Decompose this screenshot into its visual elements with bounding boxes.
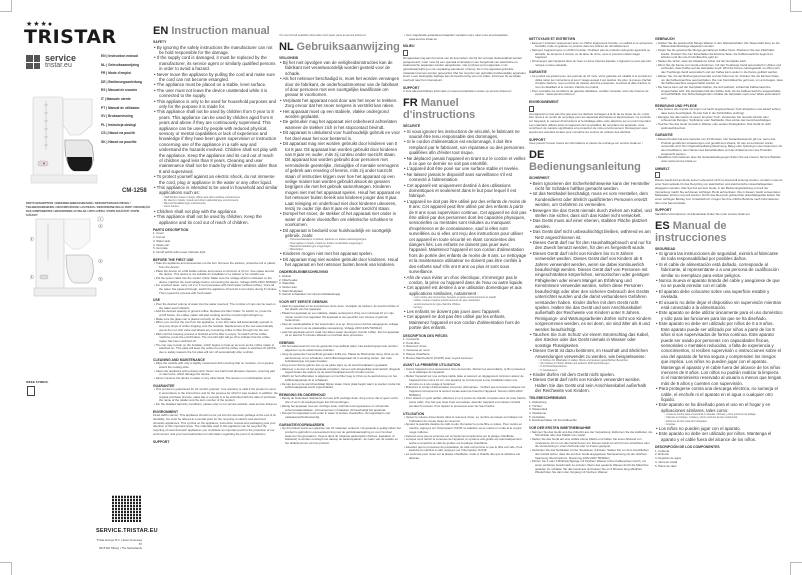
application-item: ○ In Küchen für Mitarbeiter in Läden, Büros und anderen gewerblichen Bereichen. — [538, 358, 629, 362]
safety-item: • Dieses Gerät darf nicht von Kindern bis zu 8 Jahren verwendet werden. Dieses Gerät darf von Kindern ab 8 Jahren verwendet werden, wenn sie dabei kontinuierlich beaufsichtigt werden. Dieses Gerät darf von Personen mit eingeschränkten körperlichen, sensorischen oder geistigen Fähigkeiten oder einem Mangel an Erfahrung und Kenntnissen verwendet werden, sofern diese Personen beaufsichtigt oder über den sicheren Gebrauch des Geräts unterrichtet wurden und die damit verbundenen Gefahren verstanden haben. Kinder dürfen mit dem Gerät nicht spielen. Halten Sie das Gerät und sein Anschlusskabel außerhalb der Reichweite von Kindern unter 8 Jahren. Reinigungs- und Wartungsarbeiten dürfen nicht von Kindern vorgenommen werden, es sei denn, sie sind älter als 8 und werden beaufsichtigt. — [530, 250, 652, 332]
language-list — [101, 52, 142, 147]
language-item: EN | Instruction manual — [101, 54, 138, 58]
use-item: • Gießen Sie die gewünschte Menge Wasser in den Wasserbehälter. Die Tassenzahl kann an der Wasserstandsanzeige abgelesen werden. — [656, 40, 780, 49]
safety-item: • Als het netsnoer beschadigd is, moet het worden vervangen door de fabrikant, de onderhoudsmonteur van de fabrikant of door personen met een soortgelijke kwalificatie om gevaar te voorkomen. — [280, 76, 400, 98]
use-item: • Wait until the brewing process is finished and the filter is empty. To switch off the coffee machine, press the on/off button. The red pilot light will go off to indicate that the coffee maker has been switched off. — [154, 331, 270, 343]
support-text: Sämtliche Informationen und Ersatzteile finden Sie unter service.tristar.eu! — [655, 211, 750, 216]
before-item: • Put the power cable into the socket. (Note: Make sure the voltage which is indicated on the device matches the local voltage before connecting the device. Voltage 220V-240V 50/60Hz) — [154, 275, 278, 284]
heading-before-first-use: AVANT LA PREMIÈRE UTILISATION — [403, 363, 461, 368]
diagram-label-3: 3 — [30, 237, 33, 241]
safety-item: • Cet appareil ne doit pas être utilisé par les enfants. Maintenez l'appareil et son cordon d'alimentation hors de portée des enfants. — [404, 314, 520, 331]
language-item: ES | Manual de usuario — [101, 88, 138, 93]
section-title-nl: NL Gebruiksaanwijzing — [279, 40, 400, 53]
safety-item: • The user must not leave the device unattended while it is connected to the supply. — [154, 87, 268, 99]
support-text: U kunt alle beschikbare informatie en reserveonderdelen vinden op service.tristar.eu! — [403, 89, 512, 94]
heading-environment: ENVIRONMENT — [153, 409, 179, 414]
safety-item: • L'appareil ne doit pas être utilisé par des enfants de moins de 8 ans. Cet appareil peut être utilisé par des enfants à partir de 8 ans sous supervision continue. Cet appareil ne doit pas être utilisé par des personnes dont les capacités physiques, sensorielles ou mentales sont réduites ou manquant d'expérience et de connaissance, sauf si elles sont surveillées ou si elles ont reçu des instructions pour utiliser cet appareil en toute sécurité en étant conscientes des dangers liés. Les enfants ne doivent pas jouer avec l'appareil. Maintenez l'appareil et son cordon d'alimentation hors de portée des enfants de moins de 8 ans. Le nettoyage et la maintenance utilisateur ne doivent pas être confiés à des enfants sauf s'ils ont 8 ans ou plus et sont sous surveillance. — [404, 198, 527, 275]
heading-use: GEBRUIK — [279, 340, 295, 345]
weee-label: WEEE SYMBOL — [26, 380, 49, 384]
application-item: ○ Bed and breakfast type environments. — [162, 202, 207, 206]
application-item: ○ Personeelskeukens in winkels, kantoren en andere werkomgevingen. — [288, 238, 367, 242]
application-item: ○ Von Gästen in Hotels, Motels und anderen Wohneinrichtungen. — [538, 362, 611, 366]
heading-parts: DESCRIPCIÓN DE LOS COMPONENTES — [655, 445, 720, 450]
before-item: • Plaats het apparaat op een stabiele, vlakke ondergrond. Zorg voor minimaal 10 cm vrije ruimte rondom het apparaat. Dit apparaat is niet geschikt voor inbouw of gebruik buitenshuis. — [280, 311, 394, 323]
cleaning-item: • Never immerse the device in water or any other liquid. The device is not dishwasher proof. — [154, 376, 272, 381]
before-item: • Sortez l'appareil et les accessoires hors de la boîte. Retirez les autocollants, le film protecteur ou le plastique de l'appareil. — [404, 366, 526, 375]
environment-text: Dieses Gerät darf am Ende seiner Lebenszeit nicht im Hausmüll entsorgt werden, sondern muss an einer Sammelstelle für das Recycling von elektrischen und elektronischen Haushaltsgeräten abgegeben werden. Das Symbol auf dem Gerät, in der Bedienungsanleitung und auf der Verpackung macht Sie auf diesen wichtigen Punkt aufmerksam. Die in diesem Gerät verwendeten Materialien können recycelt werden. Durch das Recyceln gebrauchter Haushaltsgeräte leisten Sie einen wichtigen Beitrag zum Umweltschutz. Fragen Sie Ihre örtliche Behörde nach Informationen über eine Sammelstelle. — [655, 178, 783, 205]
application-item: ○ hôtels, motels et autres environnements de type résidentiel. — [412, 299, 481, 303]
environment-text: Dit apparaat mag aan het einde van de levensduur niet bij het normale huishoudafval worden gedeponeerd, maar moet bij een speciaal inzamelpunt voor hergebruik van elektrische en elektronische apparaten worden aangeboden. Het symbool op het apparaat, in de gebruiksaanwijzing en de verpakking attendeert u hierop. De in het apparaat gebruikte materialen kunnen worden gerecycled. Met het recyclen van gebruikte huishoudelijke apparaten levert u een belangrijke bijdrage aan de bescherming van ons milieu. Informeer bij uw lokale overheid naar het inzamelpunt. — [403, 55, 526, 83]
before-item: • Führen Sie 2 oder 3 Brühdurchgänge mit frischem Wasser (ohne Kaffeepulver) durch, um einen perfekten Geschmack zu erzielen. Wenn das gesamte Wasser durch die Maschine gelaufen ist, schalten Sie das Gerät aus und lassen Sie es 5 Minuten lang abkühlen. Wiederholen Sie dann den Vorgang mit frischem Wasser. — [530, 459, 649, 475]
use-item: • Stellen Sie sicher, dass die Glaskanne sicher auf der Heizplatte steht. — [656, 59, 747, 64]
safety-item: • The appliance must be placed on a stable, level surface. — [154, 82, 267, 88]
before-item: • Nehmen Sie das Gerät und das Zubehör aus der Verpackung. Entfernen Sie die Aufkleber, die Schutzfolie oder das Plastik vom Gerät. — [530, 429, 653, 438]
guarantee-item: • Detaillierte Informationen über die Garantiebedingungen finden Sie auf unserer Service-Website unter www.service.tristar.eu — [656, 155, 781, 164]
heading-cleaning: CLEANING AND MAINTENANCE — [153, 357, 205, 362]
safety-item: • This appliance shall not be used by children from 0 year to 8 years. This appliance can be used by children aged from 8 years and above if they are continuously supervised. This appliance can be used by people with reduced physical, sensory or mental capabilities or lack of experience and knowledge if they have been given supervision or instruction concerning use of the appliance in a safe way and understand the hazards involved. Children shall not play with the appliance. Keep the appliance and its cord out of reach of children aged less than 8 years. Cleaning and user maintenance shall not be made by children unless older than 8 and supervised. — [154, 109, 278, 174]
before-item: • Pour obtenir un goût parfait, effectuez 2 ou 3 cycles de chauffe complets avec de l'eau fraîche (sans café). Une fois que toute l'eau est passée, éteindre l'appareil et le laisser refroidir pendant 5 minutes. Puis répéter le processus avec de l'eau fraîche. — [404, 396, 526, 408]
safety-item: • Si ignora las instrucciones de seguridad, eximirá al fabricante de toda responsabilidad por posibles daños. — [656, 251, 779, 262]
brand-stars: ★★★● — [26, 21, 54, 28]
heading-safety: SAFETY — [153, 40, 167, 44]
heading-parts: DESCRIPTION DES PIÈCES — [403, 333, 448, 338]
qr-code[interactable] — [112, 495, 141, 522]
safety-item: • This appliance is intended to be used in household and similar applications such as: — [154, 185, 278, 196]
heading-environment: UMWELT — [655, 166, 670, 171]
heading-safety: SÉCURITÉ — [403, 124, 421, 129]
safety-item: • Dompel het snoer, de stekker of het apparaat niet onder in water of andere vloeistoffen om elektrische schokken te voorkomen. — [280, 211, 397, 228]
guarantee-item: • For the detailed warranty conditions, please refer to our service website: www.service.tristar.eu — [154, 402, 277, 407]
cleaning-item: • N'immergez pas l'appareil dans de l'eau ou dans d'autres liquides. L'appareil ne peut pas être nettoyé en lave-vaisselle. — [530, 59, 652, 67]
parts-caption: PARTS DESCRIPTION / ONDERDELENBESCHRIJVING / DESCRIPTION DES PIÈCES / TEILEBESCHREIBUNG / DESCRIPCIÓN DE LAS PIEZAS / DESCRIZIONE DELLE PARTI / DESCRIÇÃO DAS COMPONENTES / BESKRIVNING AV DELAR / OPIS CZĘŚCI / POPIS SOUČÁSTÍ / POPIS SÚČASTÍ — [26, 202, 151, 217]
use-item: • Warten Sie, bis der Brühvorgang beendet und der Filter leer ist. Drücken Sie die Ein/Aus-Taste, um die Kaffeemaschine auszuschalten. Die rote Kontrollleuchte geht aus, um anzuzeigen, dass die Kaffeemaschine ausgeschaltet worden ist. — [656, 73, 783, 86]
safety-item: • Ist das Netzkabel beschädigt, muss es vom Hersteller, dem Kundendienst oder ähnlich qualifizierten Personen ersetzt werden, um Gefahren zu vermeiden. — [530, 191, 648, 208]
safety-item: • Beim Ignorieren der Sicherheitshinweise kann der Hersteller nicht für Schäden haftbar gemacht werden. — [530, 180, 650, 191]
heading-use: GEBRAUCH — [655, 37, 675, 41]
heading-support: SUPPORT — [529, 137, 546, 142]
heading-before-first-use: BEFORE THE FIRST USE — [153, 257, 194, 262]
before-item: • For a perfect taste, carry out 2 or 3 cool processes with fresh water (without coffee). Once all the water has passed through, switch the appliance off and let it cool down during 5 minutes. Then repeat the process with fresh water. — [154, 283, 278, 295]
heading-support: SUPPORT — [655, 208, 672, 213]
application-item: ○ Granjas. — [664, 422, 676, 426]
safety-item: • Bij het niet opvolgen van de veiligheidsinstructies kan de fabrikant niet verantwoordelijk worden gesteld voor de schade. — [280, 60, 393, 76]
before-item: • Haal het apparaat en de accessoires uit de doos. Verwijder de stickers, de beschermfolie of het plastic van het apparaat. — [280, 303, 399, 312]
service-sub: tristar.eu — [45, 62, 72, 69]
safety-item: • Este aparato no debe ser utilizado por niños de 0 a 8 años. Este aparato puede ser utilizado por niños a partir de los 8 años si son supervisados de forma continua. Este aparato puede ser usado por personas con capacidades físicas, sensoriales o mentales reducidas, o falta de experiencia y conocimientos, si reciben supervisión o instrucciones sobre el uso del aparato de forma segura y comprenden los riesgos que implica. Los niños no pueden jugar con el aparato. Mantenga el aparato y el cable fuera del alcance de los niños menores de 8 años. Los niños no podrán realizar la limpieza ni el mantenimiento reservado al usuario a menos que tengan más de 8 años y cuenten con supervisión. — [656, 321, 782, 386]
use-item: • Wanneer u de kan uit het apparaat verwijdert, zal een anti-druppelklep automatisch druppels tegenhouden die anders op de warmhoudplaat terecht zouden komen. — [280, 366, 400, 375]
heading-safety: SEGURIDAD — [655, 246, 676, 251]
use-item: • De kan kan op de warmhoudplaat blijven staan. Deze plaat begint warm te worden zodra het koffiezetapparaat wordt ingeschakeld. — [280, 381, 401, 390]
parts-diagram — [30, 215, 110, 300]
column-en — [153, 22, 278, 444]
use-item: • Fügen Sie die gewünschte Menge gemahlenen Kaffee hinzu. Platzieren Sie den Filterhalter wieder. Drücken Sie zum Einschalten die Ein/Aus-Taste, die Kaffeemaschine beginnt zu arbeiten und die rote Kontrollleuchte geht an. — [656, 47, 775, 60]
use-item: • Pour the desired volume of water into the water reservoir. The number of cups can be read on the water level indicator. — [154, 301, 276, 310]
heading-safety: VEILIGHEID — [279, 55, 299, 60]
use-item: • The can may remain on the hotplate, which begins to heat up as soon as the coffee maker is switched on. This plate will keep the coffee hot until the coffee maker is switched off (NOTE: due to safety reasons the hot plate will turn off automatically after a while). — [154, 342, 277, 355]
safety-item: • Kinder dürfen mit dem Gerät nicht spielen. — [530, 371, 616, 377]
safety-item: • By ignoring the safety instructions the manufacturer can not be hold responsible for the damage. — [154, 44, 273, 55]
crop-mark-top-right — [790, 0, 802, 12]
cleaning-item: • Reinig de buitenkant uitsluitend met een licht vochtige doek. Zorg ervoor dat er geen vocht, olie of vet in de koelopeningen kan binnendringen. — [280, 396, 399, 405]
safety-item: • Dit apparaat is uitsluitend voor huishoudelijk gebruik en voor het doel waar het voor bestemd is. — [280, 130, 400, 141]
use-item: • When you remove the can from the appliance, a non drip valve will automatically operate to stop any drops of coffee dripping onto the hotplate. Replacement of the can automatically opens the non drip valve and allows any remaining coffee to filter through into the can. — [154, 320, 274, 332]
safety-item: • Ne déplacez jamais l'appareil en tirant sur le cordon et veillez à ce que ce dernier ne soit pas entortillé. — [404, 155, 526, 166]
use-item: • Vul het waterreservoir met de gewenste hoeveelheid water. Het aantal koppen kan worden afgelezen op de waterniveau-indicator. — [280, 344, 398, 353]
safety-item: • Dieses Gerät ist dazu bestimmt, im Haushalt und ähnlichen Anwendungen verwendet zu werden, wie beispielsweise: — [530, 348, 648, 359]
service-label: service — [45, 53, 77, 63]
section-title-fr: FR Manuel d'instructions — [403, 97, 476, 122]
application-item: ○ zonas de cocina para el personal en tiendas, oficinas y otros entornos de trabajo. — [664, 413, 757, 417]
safety-item: • Dit apparaat is bedoeld voor huishoudelijk en soortgelijk gebruik, zoals: — [280, 227, 392, 238]
diagram-label-4: 4 — [99, 259, 102, 263]
section-title-en: EN Instruction manual — [153, 25, 270, 37]
before-item: • Stop de voedingskabel in het stopcontact. (Let op: Zorg ervoor dat het aangegeven voltage overeenkomt met de plaatselijke netspanning. Voltage 220V-240V 50/60Hz) — [280, 322, 399, 330]
safety-item: • This appliance is only to be used for household purposes and only for the purpose it is made for. — [154, 98, 277, 109]
cleaning-item: • Das Äußere des Geräts mit einem nur leicht angefeuchteten Tuch abwischen und darauf achten, dass keine Feuchtigkeit, Öl oder Fett in die Kühlschlitze eindringt. — [656, 107, 782, 115]
heading-guarantee: GUARANTEE — [153, 383, 175, 388]
safety-item: • Cet appareil est uniquement destiné à des utilisations domestiques et seulement dans le but pour lequel il est fabriqué. — [404, 182, 517, 199]
application-item: ○ In Frühstückspensionen. — [538, 365, 568, 369]
cleaning-item: • Dompel het apparaat nooit onder in water of andere vloeistoffen. Het apparaat is niet vaatwasmachinebestendig. — [280, 411, 391, 419]
safety-item: • Los niños no pueden jugar con el aparato. — [656, 426, 741, 432]
application-item: ○ By clients in hotels, motels and other residential type environments. — [162, 199, 239, 203]
language-item: SK | Návod na použitie — [101, 139, 137, 144]
crop-mark-bottom-right — [790, 562, 802, 575]
company-address: Tristar Europe B.V. | Jules Verneweg 87 5015 BH Tilburg | The Netherlands — [96, 538, 142, 550]
support-text: Vous pouvez trouver toutes les informations et pièces de rechange sur service.tristar.eu ! — [529, 141, 643, 146]
use-item: • Die Kanne kann auf der Heizplatte bleiben, die sich aufheizt, sobald die Kaffeemaschine eingeschaltet wird. Die Heizplatte hält den Kaffee heiß, bis die Kaffeemaschine ausgeschaltet wird (HINWEIS: Aus Sicherheitsgründen schaltet die Heizplatte nach einer Weile automatisch aus). — [656, 84, 781, 101]
safety-item: • If the supply cord is damaged, it must be replaced by the manufacturer, its service agent or similarly qualified persons in order to avoid a hazard. — [154, 55, 276, 72]
parts-list: 1. Abdeckung 2. Trichter 3. Wassertank 4. Glaskanne 5. Heizplatte 6. Ein/Ausschalter mit Kontrollleuchte — [529, 399, 577, 423]
use-item: • Attendez que le processus de préparation du café soit terminé et que le filtre soit vide. Pour éteindre la machine à café, appuyez sur l'interrupteur On/Off. — [404, 444, 523, 453]
before-item: • Take the appliance and accessories out the box. Remove the stickers, protective foil or plastic from the device. — [154, 261, 276, 269]
weee-bin-icon — [529, 106, 534, 112]
diagram-label-1: 1 — [99, 217, 102, 221]
before-item: • Stellen Sie das Gerät auf eine stabile ebene Fläche und halten Sie einen Abstand von mindestens 10 cm um das Gerät herum ein. Dieses Gerät ist nicht für den Anschluss oder die Verwendung in einem Schrank oder im Freien geeignet. — [530, 437, 650, 449]
safety-item: • Nunca mueva el aparato tirando del cable y asegúrese de que no se pueda enredar con el cable. — [656, 278, 780, 289]
safety-item: • Si vous ignorez les instructions de sécurité, le fabricant ne saurait être tenu responsable des dommages. — [404, 128, 520, 139]
heading-environment: MILIEU — [403, 44, 415, 49]
safety-item: • Never move the appliance by pulling the cord and make sure the cord can not become entangled. — [154, 71, 275, 82]
diagram-label-2: 2 — [99, 224, 102, 228]
coffee-maker-photo — [30, 95, 100, 185]
safety-item: • Este aparato no debe ser utilizado por niños. Mantenga el aparato y el cable fuera del alcance de los niños. — [656, 431, 772, 442]
cleaning-item: • Clean the appliance with a damp cloth. Never use harsh and abrasive cleaners, scouring pad or steel wool, which damage the device. — [154, 368, 275, 377]
heading-parts: PARTS DESCRIPTION — [153, 227, 189, 232]
column-nl-fr — [403, 34, 527, 460]
use-item: • Ajoutez la quantité désirée de café moulu. Remettez le porte-filtre en place. Pour mettre en marche, appuyez sur l'interrupteur On/Off, la cafetière va se mettre en route et le voyant rouge s'allume. — [404, 422, 522, 434]
language-item: NL | Gebruiksaanwijzing — [101, 62, 140, 67]
parts-list: 1. Deksel 2. Filterhouder 3. Waterbak 4. Glazen kan 5. Warmhoudplaat 6. Aan/uit schakelaar met stroomindicatielampje — [279, 273, 341, 297]
language-item: CS | Návod na použití — [101, 131, 135, 136]
parts-list: 1. Cubierta 2. Embudo 3. Depósito de agua 4. Jarra de cristal 5. Placa de calor — [655, 448, 681, 468]
section-title-es: ES Manual de instrucciones — [655, 219, 727, 244]
use-item: • Voeg de gewenste hoeveelheid gemalen koffie toe. Plaats de filterhouder terug. Druk op de aan/uit-knop om te schakelen. Het koffiezetapparaat zal in werking treden. Het rode indicatielampje zal gaan branden. — [280, 351, 399, 364]
heading-guarantee: GARANTIE — [529, 70, 547, 75]
use-item: • Wacht tot het koffiezetten is afgelopen en het filter leeg is. Druk op de aan/uit-knop om het koffiezetapparaat uit te schakelen. — [280, 374, 398, 382]
weee-bin-icon — [27, 386, 35, 396]
use-item: • Assurez-vous que la verseuse est correctement positionnée sur la plaque chauffante. — [404, 433, 515, 438]
use-item: • Add the desired quantity of ground coffee. Replace the filter holder. To switch on, press the on/off button, the coffee maker will start working and the red pilot light will light up. — [154, 309, 272, 318]
use-item: • Make sure the glass can is placed correctly on the hotplate. — [154, 316, 232, 321]
heading-environment: ENVIRONNEMENT — [529, 100, 559, 105]
heading-before-first-use: VOR DER ERSTEN INBETRIEBNAHME — [529, 426, 591, 431]
heading-cleaning: REINIGING EN ONDERHOUD — [279, 392, 326, 397]
application-item: ○ In Gutshäusern. — [538, 368, 558, 372]
parts-list: 1. Couvercle 2. Porte-filtre 3. Réservoir d'eau 4. Verseuse en verre 5. Plaque chauffante 6. Bouton Marche/Arrêt (On/Off) avec voyant lumineux — [403, 337, 473, 360]
parts-list: 1. Cover 2. Funnel 3. Water tank 4. Glass can 5. Hot plate 6. On/off switch with power indicator light — [153, 231, 206, 254]
before-item: • Branchez le cordon d'alimentation à la prise. (Remarque : Vérifiez que la tension indiquée sur l'appareil correspond à la tension locale avant de brancher l'appareil. Tension 220V-240V 50/60Hz) — [404, 385, 526, 397]
use-item: • La verseuse peut rester sur la plaque chauffante. Celle-ci chauffe dès que la cafetière est allumée. — [404, 452, 520, 460]
safety-item: • De gebruiker mag het apparaat niet onbeheerd achterlaten wanneer de stekker zich in het stopcontact bevindt. — [280, 119, 397, 130]
before-item: • Verbinden Sie das Netzkabel mit der Steckdose. (Hinweis: Stellen Sie vor dem Anschließen des Geräts sicher, dass die auf dem Gerät angegebene Netzspannung mit der örtlichen Spannung übereinstimmt. Spannung 220V-240V 50/60Hz) — [530, 448, 649, 460]
safety-item: • Children shall not play with the appliance. — [154, 208, 238, 214]
cleaning-item: • Tauchen Sie das Gerät niemals in Wasser oder andere Flüssigkeiten. Das Gerät ist nicht spülmaschinenfest. — [656, 122, 771, 130]
safety-item: • Tauchen Sie zum Schutz vor einem Stromschlag das Kabel, den Stecker oder das Gerät niemals in Wasser oder sonstige Flüssigkeiten. — [530, 331, 650, 348]
service-logo — [45, 55, 76, 69]
application-item: ○ Staff kitchen areas in shops, offices and other working environments. — [162, 195, 241, 199]
column-de-es — [655, 34, 783, 468]
guarantee-item: • Dieses Produkt hat eine Garantie von 24 Monaten. Der Garantieanspruch gilt nur, wenn das Produkt gemäß den Anweisungen und gemäß dem Zweck, für den es konstruiert wurde, verwendet wird. Der Original-Kaufbeleg (Rechnung, Beleg oder Quittung) muss zusammen mit dem Kaufdatum, dem Namen des Einzelhändlers und der Artikelnummer des Produkts eingereicht werden. — [656, 136, 782, 156]
weee-bin-icon — [403, 50, 408, 56]
application-item: ○ Entornos de tipo casa de huéspedes. — [664, 419, 708, 423]
language-item: FR | Mode d'emploi — [101, 71, 132, 76]
language-item: IT | Manuale utente — [101, 96, 131, 101]
before-item: • Mettez l'appareil sur une surface stable plate et assurez un dégagement minimum autour de l'appareil d'au moins 10 cm. Cet appareil ne convient pas à une installation dans une armoire ou à une usage à l'extérieur. — [404, 374, 524, 386]
cleaning-item: • Reinigen Sie das Gerät mit einem feuchten Tuch. Verwenden Sie niemals scharfe oder scheuernde Reiniger, Topfkratzer oder Stahlwolle. Dies würde das Gerät beschädigen. — [656, 114, 772, 123]
top-note: You can find all available information and spare parts at service.tristar.eu! — [279, 34, 366, 37]
heading-use: UTILISATION — [403, 411, 425, 416]
environment-text: Fixed width manner. This appliance should not be put into the domestic garbage at the end of its durability, but must be offered at a central point for the recycling of electric and electronic domestic appliances. This symbol on the appliance, instruction manual and packaging puts your attention to this important issue. The materials used in this appliance can be recycled. By recycling of used domestic appliances you contribute an important push to the protection of our environment. Ask your local authorities for information regarding the point of recollection. — [153, 413, 276, 436]
column-fr-de — [529, 34, 653, 475]
safety-item: • Dit apparaat mag niet worden gebruikt door kinderen. Houd het apparaat en het netsnoer buiten bereik van kinderen. — [280, 256, 399, 268]
safety-item: • Ne laissez jamais le dispositif sans surveillance s'il est connecté à l'alimentation. — [404, 171, 513, 183]
language-item: SV | Bruksanvisning — [101, 114, 133, 119]
use-item: • Wenn Sie die Kanne vom Gerät entnehmen, tritt das Tropfstopp-Ventil automatisch in Aktion und verhindert, dass Kaffee auf die Heizplatte tropft. Wird die Kanne zurückgestellt, so öffnet sich das Tropfstopp-Ventil automatisch und der Kaffee kann weiter in die Kanne gefiltert werden. — [656, 62, 782, 75]
section-title-de: DE Bedienungsanleitung — [529, 149, 641, 174]
safety-item: • This appliance shall not be used by children. Keep the appliance and its cord out of reach of children. — [154, 214, 262, 225]
safety-item: • Para protegerse contra una descarga eléctrica, no sumerja el cable, el enchufe ni el aparato en el agua o cualquier otro líquido. — [656, 386, 778, 402]
safety-item: • Das Gerät muss auf einer ebenen, stabilen Fläche platziert werden. — [530, 218, 648, 229]
application-item: ○ environnements de type chambre d'hôtes. — [412, 302, 461, 306]
heading-safety: SICHERHEIT — [529, 176, 550, 181]
use-item: • Versez le volume d'eau désiré dans le réservoir d'eau. Le nombre de tasses est indiqué sur l'indicateur de niveau d'eau du réservoir. — [404, 415, 523, 423]
safety-item: • Verplaats het apparaat nooit door aan het snoer te trekken. Zorg ervoor dat het snoer nergens in verstrikt kan raken. — [280, 97, 398, 109]
heading-parts: ONDERDELENBESCHRIJVING — [279, 270, 329, 275]
language-item: DE | Bedienungsanleitung — [101, 79, 142, 84]
heading-guarantee: GARANTIE — [655, 133, 673, 138]
cleaning-item: • Reinig het apparaat met een vochtige doek. Gebruik nooit agressieve en schurende schoonmaakmiddelen, schuursponsen of staalwol, dit beschadigt het apparaat. — [280, 403, 389, 412]
column-nl — [279, 34, 402, 446]
application-item: ○ coin cuisine des commerces, bureaux et autres environnements de travail — [412, 296, 496, 300]
safety-item: • Het apparaat moet op een stabiele, vlakke ondergrond worden geplaatst. — [280, 108, 389, 120]
safety-item: • L'appareil doit être posé sur une surface stable et nivelée. — [404, 166, 520, 172]
heading-cleaning: NETTOYAGE ET ENTRETIEN — [529, 37, 576, 41]
heading-parts: TEILEBESCHREIBUNG — [529, 396, 567, 401]
service-url[interactable]: SERVICE.TRISTAR.EU — [96, 528, 158, 534]
safety-item: • Dit apparaat mag niet worden gebruikt door kinderen van 0 tot 8 jaar. Dit apparaat kan worden gebruikt door kinderen van 8 jaar en ouder, mits zij continu onder toezicht staan. Dit apparaat kan worden gebruikt door personen met verminderde geestelijke, zintuiglijke of mentale vermogens of gebrek aan ervaring of kennis, mits zij onder toezicht staan of instructies krijgen over hoe het apparaat op een veilige manier kan worden gebruikt alsook de gevaren begrijpen die met het gebruik samenhangen. Kinderen mogen niet met het apparaat spelen. Houd het apparaat en het netsnoer buiten bereik van kinderen jonger dan 8 jaar. Laat reiniging en onderhoud niet door kinderen uitvoeren, tenzij ze ouder zijn dan 8 jaar en onder toezicht staan. — [280, 141, 401, 211]
safety-item: • Este aparato se ha diseñado para el uso en el hogar y en aplicaciones similares, tales como: — [656, 402, 771, 413]
safety-item: • Bewegen Sie das Gerät niemals durch Ziehen am Kabel, und stellen Sie sicher, dass sich das Kabel nicht verwickelt. — [530, 207, 652, 218]
application-item: ○ fermes. — [412, 305, 423, 309]
safety-item: • Si el cable de alimentación está dañado, corresponde al fabricante, al representante o a una persona de cualificación similar su reemplazo para evitar peligros. — [656, 261, 779, 278]
safety-item: • Les enfants ne doivent pas jouer avec l'appareil. — [404, 308, 501, 314]
application-item: ○ Bed-and-breakfast type omgevingen. — [288, 244, 332, 248]
safety-item: • Das Gerät darf nicht unbeaufsichtigt bleiben, während es am Netz angeschlossen ist. — [530, 229, 651, 240]
heading-before-first-use: VOOR HET EERSTE GEBRUIK — [279, 300, 328, 305]
heading-support: SUPPORT — [403, 85, 420, 90]
guarantee-item: • Voor uitgebreide garantievoorwaarden verwijzen wij u naar onze servicewebsite: www.service.tristar.eu — [404, 33, 509, 41]
heading-guarantee: GARANTIEVOORWAARDEN — [279, 422, 325, 427]
guarantee-item: • Op dit product wordt een garantie van 24 maanden verleend. Uw garantie is geldig indien het product is gebruikt in overeenstemming met de gebruiksaanwijzing en voor het doel waarvoor het gemaakt is. Tevens dient de originele aankoopbon (factuur, kassabon of kwitantie) te worden overlegd met daarop de aankoopdatum, de naam van de retailer en het artikelnummer van het product. — [280, 426, 401, 445]
language-item: PL | Instrukcja obsługi — [101, 122, 137, 127]
safety-item: • Afin de vous éviter un choc électrique, n'immergez pas le cordon, la prise ou l'appareil dans de l'eau ou autre liquide. — [404, 274, 524, 285]
brand-logo: TRISTAR — [24, 26, 117, 48]
diagram-label-5: 5 — [99, 277, 102, 281]
service-icons — [26, 55, 40, 69]
cleaning-item: • Nettoyez l'appareil avec un chiffon humide. N'utilisez pas de produits nettoyants agressifs ou abrasifs, de tampons à récurer ou de laine de verre, ceux-ci pouvant endommager l'appareil. — [530, 47, 651, 60]
use-item: • Zorg ervoor dat de glazen kan op de juiste wijze op de warmhoudplaat is geplaatst. — [280, 363, 389, 367]
guarantee-item: • This product is guaranteed for 24 months granted. Your warranty is valid if the product is used in accordance to the instructions and for the purpose for which it was created. In addition, the original purchase (invoice, sales slip or receipt) is to be submitted with the date of purchase, the name of the retailer and the item number of the product. — [154, 387, 278, 403]
before-item: • Laat het apparaat eerst 2 maal met alleen water doorlopen (zonder koffie). Zet het apparaat uit en laat het 5 minuten afkoelen en herhaal deze procedure. — [280, 329, 399, 338]
safety-item: • To protect yourself against an electric shock, do not immerse the cord, plug or appliance in the water or any other liquid. — [154, 174, 275, 185]
cleaning-item: • Essuyez l'extérieur uniquement avec un chiffon légèrement humide, en veillant à ce qu'aucune humidité, huile ou graisse ne pénètre dans les orifices de refroidissement. — [530, 40, 653, 49]
safety-item: • El usuario no debe dejar el dispositivo sin supervisión mientras está conectado a la alimentación. — [656, 299, 782, 311]
environment-text: Cet appareil ne doit pas être jeté avec les déchets ménagers à la fin de sa durée de vie, il doit être remis à un centre de recyclage pour les appareils électriques et électroniques. Ce symbole sur l'appareil, le manuel d'instructions et l'emballage attire votre attention sur un point important. Les matériaux utilisés dans cet appareil sont recyclables. En recyclant vos appareils, vous contribuez de manière significative à la protection de notre environnement. Renseignez-vous auprès des autorités locales pour connaître les centres de collecte des déchets. — [529, 111, 652, 135]
diagram-label-6: 6 — [30, 275, 33, 279]
safety-item: • Kinderen mogen niet met het apparaat spelen. — [280, 251, 374, 257]
safety-item: • Cet appareil est destiné à une utilisation domestique et aux applications similaires, notamment : — [404, 285, 522, 296]
before-item: • Place the device on a flat stable surface and ensure a minimum of 10 cm. free space around the device. This device is not suitable for installation in a cabinet or for outside use. — [154, 268, 274, 277]
safety-item: • Dieses Gerät darf nicht von Kindern verwendet werden. Halten Sie das Gerät und sein Anschlusskabel außerhalb der Reichweite von Kindern. — [530, 377, 647, 393]
model-number: CM-1258 — [122, 188, 147, 194]
application-item: ○ Farm houses. — [162, 205, 180, 209]
safety-item: • El aparato debe colocarse sobre una superficie estable y nivelada. — [656, 288, 770, 300]
safety-item: • Si le cordon d'alimentation est endommagé, il doit être remplacé par le fabricant, son réparateur ou des personnes qualifiées afin d'éviter tout risque. — [404, 139, 525, 156]
cleaning-item: • Wipe the outside with only a slightly moistened cloth ensuring that no moisture, oil or grease enters the cooling slots. — [154, 361, 274, 369]
application-item: ○ Clientes en hoteles, moteles y otros entornos de tipo residencial. — [664, 416, 738, 420]
heading-use: USE — [153, 298, 160, 303]
safety-item: • Dieses Gerät darf nur für den Haushaltsgebrauch und nur für den Zweck benutzt werden, für den es hergestellt wurde. — [530, 240, 652, 251]
heading-cleaning: REINIGUNG UND PFLEGE — [655, 103, 698, 108]
guarantee-item: • Pour connaître les conditions de garantie détaillées, veuillez consulter notre site Internet de service : www.service.tristar.eu — [530, 88, 649, 97]
safety-item: • Este aparato se debe utilizar únicamente para el uso doméstico y sólo para las funciones para las que se ha diseñado. — [656, 310, 783, 321]
use-item: • Lorsque vous retirez la verseuse de l'appareil, le système anti-goutte est automatiquement activé et empêche le café de goutter sur la plaque chauffante. — [404, 437, 522, 445]
application-item: ○ Door gasten in hotels, motels en andere residentiële omgevingen. — [288, 241, 364, 245]
application-item: ○ Boerderijen. — [288, 248, 304, 252]
heading-support: SUPPORT — [153, 439, 170, 444]
language-item: PT | Manual de utilizador — [101, 105, 140, 110]
guarantee-item: • Ce produit est garanti pour une période de 24 mois. Votre garantie est valable si le produit est utilisé selon les instructions et pour l'usage auquel il est destiné. De plus, la preuve d'achat d'origine (facture, reçu ou ticket de caisse) doit être présentée, montrant la date d'achat, le nom du détaillant et le numéro d'article du produit. — [530, 73, 652, 90]
